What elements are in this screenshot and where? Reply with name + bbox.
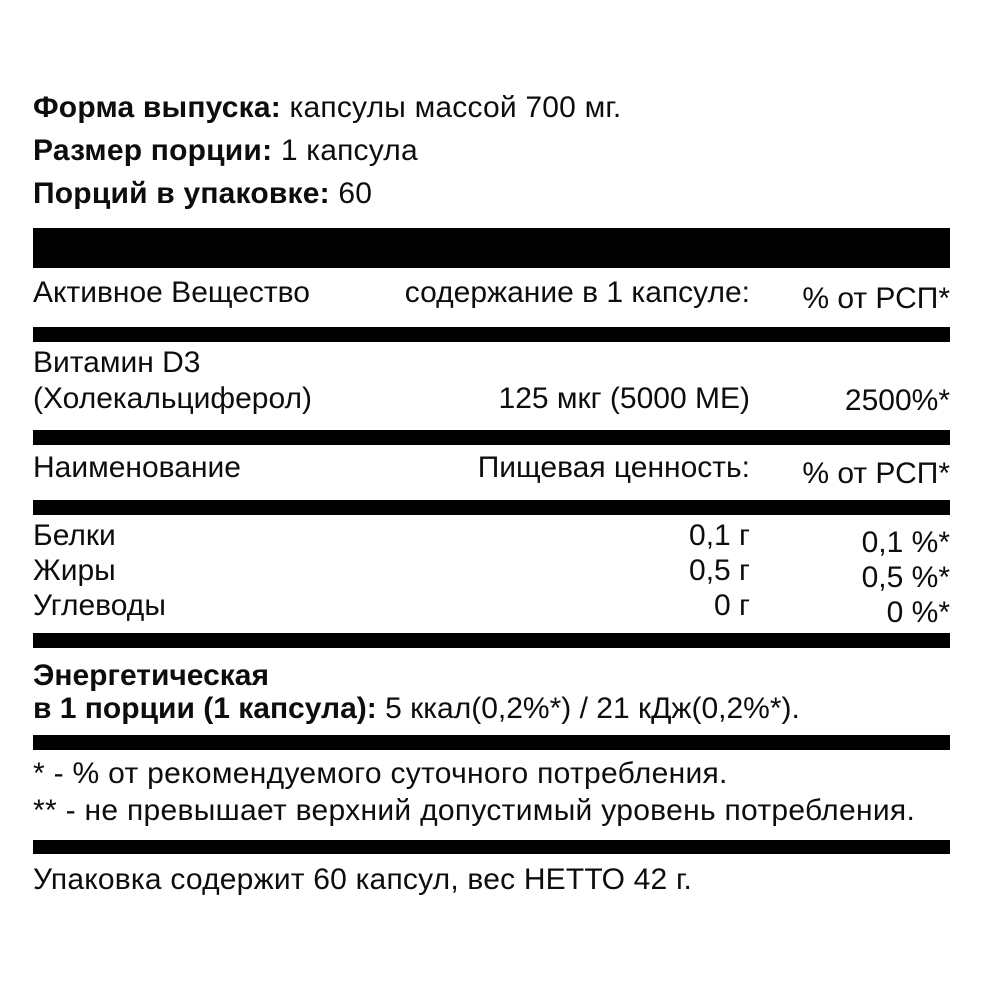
product-info xyxy=(33,86,950,215)
divider-bar-energy xyxy=(33,735,950,750)
energy-label-line1 xyxy=(33,659,950,692)
fat-percent: 0,5 %* xyxy=(861,561,950,594)
carbs-name: Углеводы xyxy=(33,589,166,622)
fat-value: 0,5 г xyxy=(689,554,750,587)
energy-label-line2 xyxy=(33,692,950,725)
carbs-value: 0 г xyxy=(714,589,750,622)
info-value-form: капсулы массой 700 мг. xyxy=(289,91,622,124)
info-value-serving-size: 1 капсула xyxy=(280,134,418,167)
protein-value: 0,1 г xyxy=(689,519,750,552)
nutrition-table-header xyxy=(33,450,950,490)
table-row-carbs xyxy=(33,588,950,629)
protein-name: Белки xyxy=(33,519,116,552)
footnotes xyxy=(33,755,950,829)
info-label-servings-per-pack: Порций в упаковке: xyxy=(33,177,330,210)
info-line-servings-per-pack xyxy=(33,172,950,215)
vitamin-percent: 2500%* xyxy=(844,384,950,417)
nutrition-header-name: Наименование xyxy=(33,451,241,484)
energy-value: 5 ккал(0,2%*) / 21 кДж(0,2%*). xyxy=(385,692,800,725)
divider-bar-active-header xyxy=(33,327,950,342)
footnote-upper-limit: ** - не превышает верхний допустимый уровень потребления. xyxy=(33,794,916,827)
energy-label-bold1: Энергетическая xyxy=(33,659,269,692)
info-value-servings-per-pack: 60 xyxy=(338,177,373,210)
fat-name: Жиры xyxy=(33,554,116,587)
vitamin-name-line2: (Холекальциферол) xyxy=(33,382,312,415)
divider-bar-vitamin xyxy=(33,430,950,445)
vitamin-name-line1: Витамин D3 xyxy=(33,346,201,379)
carbs-percent: 0 %* xyxy=(886,596,950,629)
nutrition-header-value: Пищевая ценность: xyxy=(477,451,750,484)
divider-bar-footnotes xyxy=(33,840,950,854)
footnote-rsp: * - % от рекомендуемого суточного потребления. xyxy=(33,757,728,790)
active-table-header xyxy=(33,275,950,315)
active-header-amount: содержание в 1 капсуле: xyxy=(404,276,750,309)
vitamin-amount: 125 мкг (5000 МЕ) xyxy=(498,382,750,415)
info-label-serving-size: Размер порции: xyxy=(33,134,273,167)
nutrition-rows xyxy=(33,518,950,629)
table-row-protein xyxy=(33,518,950,559)
info-line-form xyxy=(33,86,950,129)
table-row-fat xyxy=(33,553,950,594)
nutrition-header-percent: % от РСП* xyxy=(802,457,950,490)
label-sheet xyxy=(33,86,950,898)
active-header-substance: Активное Вещество xyxy=(33,276,310,309)
info-line-serving-size xyxy=(33,129,950,172)
vitamin-d3-row xyxy=(33,345,950,417)
protein-percent: 0,1 %* xyxy=(861,526,950,559)
energy-label-bold2: в 1 порции (1 капсула): xyxy=(33,692,377,725)
info-label-form: Форма выпуска: xyxy=(33,91,281,124)
active-header-percent: % от РСП* xyxy=(802,282,950,315)
package-note: Упаковка содержит 60 капсул, вес НЕТТО 42 г. xyxy=(33,863,692,896)
divider-bar-nutrition-header xyxy=(33,500,950,515)
divider-bar-macros xyxy=(33,633,950,648)
divider-bar-top xyxy=(33,228,950,268)
energy-section xyxy=(33,659,950,725)
